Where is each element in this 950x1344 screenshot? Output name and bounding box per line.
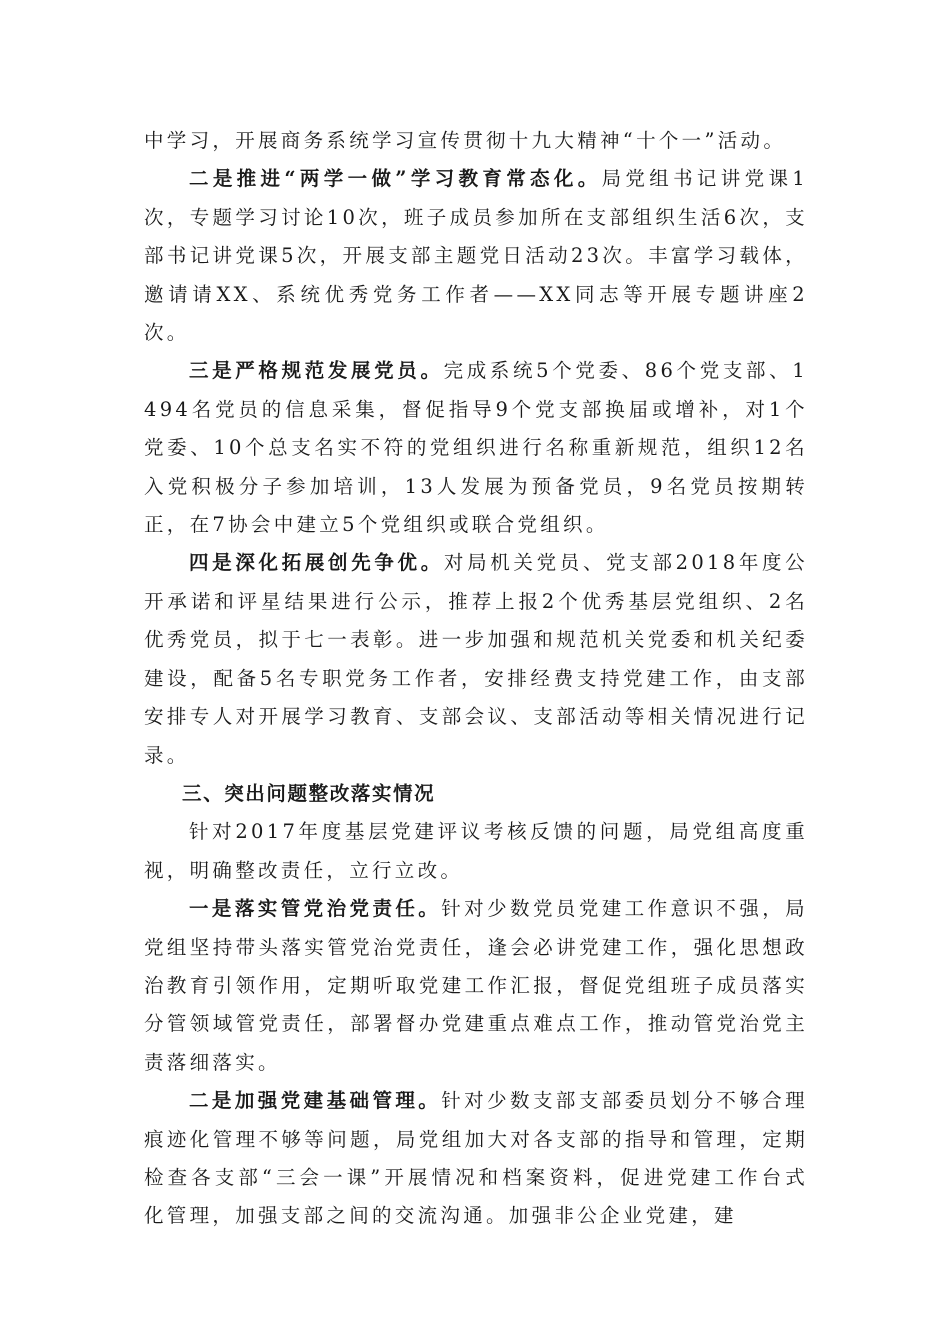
paragraph-lead: 二是加强党建基础管理。 — [189, 1089, 442, 1113]
paragraph-item-4 — [144, 544, 808, 774]
paragraph-lead: 一是落实管党治党责任。 — [189, 897, 442, 921]
paragraph-fix-1 — [144, 890, 808, 1082]
paragraph-text: 针对少数党员党建工作意识不强，局党组坚持带头落实管党治党责任，逢会必讲党建工作，强化思想政治教育引领作用，定期听取党建工作汇报，督促党组班子成员落实分管领域管党责任，部署督办党建重点难点工作，推动管党治党主责落细落实。 — [144, 897, 808, 1074]
paragraph-text: 针对2017年度基层党建评议考核反馈的问题，局党组高度重视，明确整改责任，立行立改。 — [144, 820, 808, 882]
paragraph-item-3 — [144, 352, 808, 544]
paragraph-fix-2 — [144, 1082, 808, 1236]
paragraph-continuation — [144, 122, 808, 160]
document-body — [144, 122, 808, 1236]
paragraph-item-2 — [144, 160, 808, 352]
paragraph-lead: 二是推进“两学一做”学习教育常态化。 — [189, 167, 602, 191]
paragraph-text: 完成系统5个党委、86个党支部、1494名党员的信息采集，督促指导9个党支部换届或增补，对1个党委、10个总支名实不符的党组织进行名称重新规范，组织12名入党积极分子参加培训，13人发展为预备党员，9名党员按期转正，在7协会中建立5个党组织或联合党组织。 — [144, 359, 808, 537]
section-heading: 三、突出问题整改落实情况 — [182, 781, 436, 805]
paragraph-lead: 三是严格规范发展党员。 — [189, 359, 444, 383]
paragraph-text: 对局机关党员、党支部2018年度公开承诺和评星结果进行公示，推荐上报2个优秀基层党组织、2名优秀党员，拟于七一表彰。进一步加强和规范机关党委和机关纪委建设，配备5名专职党务工作者，安排经费支持党建工作，由支部安排专人对开展学习教育、支部会议、支部活动等相关情况进行记录。 — [144, 551, 808, 767]
paragraph-text: 局党组书记讲党课1次，专题学习讨论10次，班子成员参加所在支部组织生活6次，支部书记讲党课5次，开展支部主题党日活动23次。丰富学习载体，邀请请XX、系统优秀党务工作者——XX同志等开展专题讲座2次。 — [144, 167, 808, 345]
paragraph-intro — [144, 813, 808, 890]
paragraph-lead: 四是深化拓展创先争优。 — [189, 551, 444, 575]
paragraph-text: 中学习，开展商务系统学习宣传贯彻十九大精神“十个一”活动。 — [144, 129, 787, 152]
paragraph-text: 针对少数支部支部委员划分不够合理痕迹化管理不够等问题，局党组加大对各支部的指导和管理，定期检查各支部“三会一课”开展情况和档案资料，促进党建工作台式化管理，加强支部之间的交流沟通。加强非公企业党建，建 — [144, 1089, 808, 1228]
